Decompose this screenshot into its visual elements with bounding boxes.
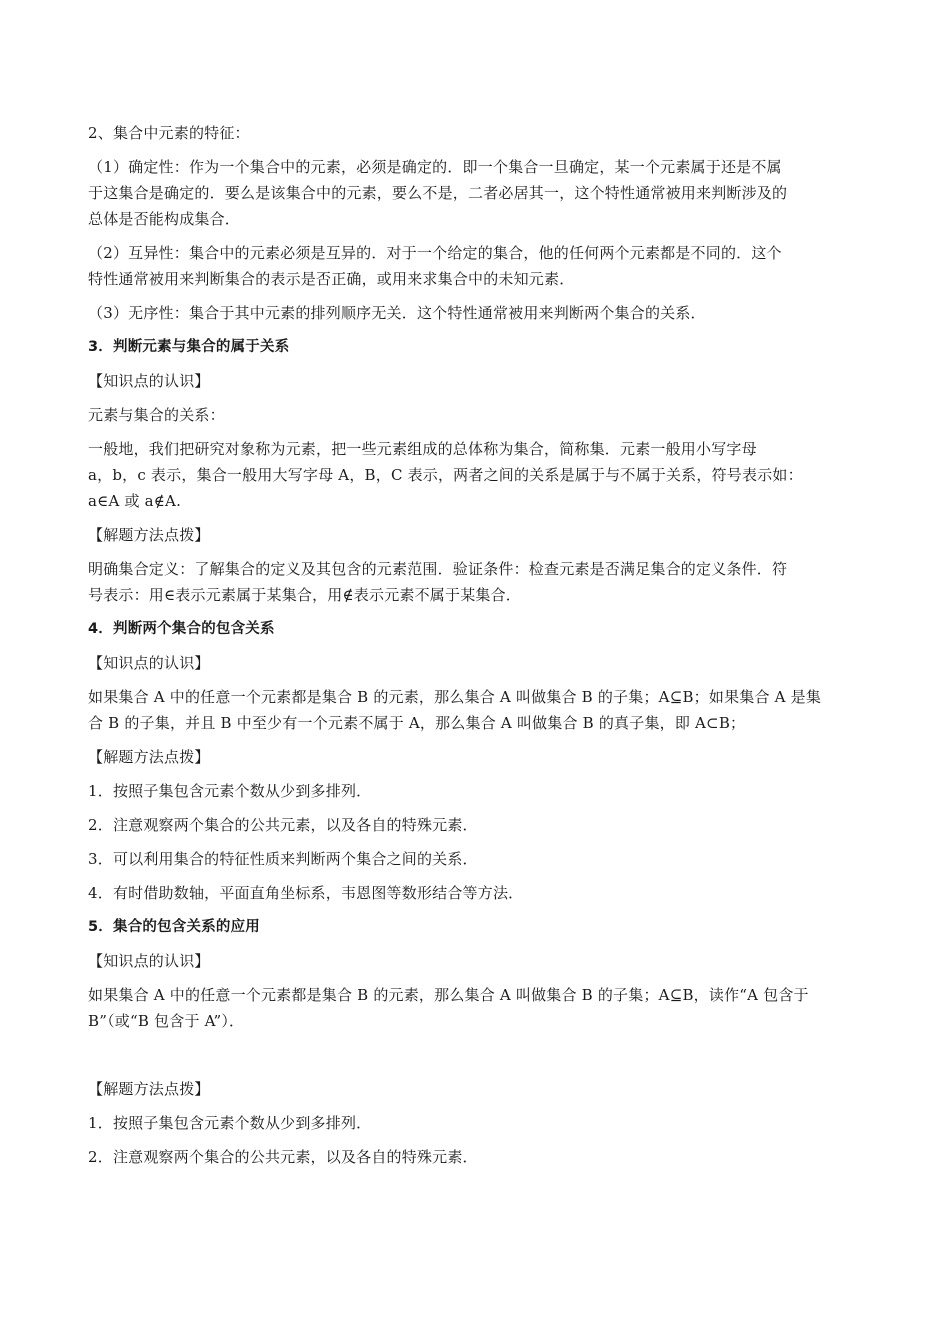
text-line: 元素与集合的关系： bbox=[88, 406, 225, 424]
text-line: 5．集合的包含关系的应用 bbox=[88, 919, 260, 935]
section-heading bbox=[88, 914, 864, 940]
text-line: 【知识点的认识】 bbox=[88, 372, 210, 390]
text-line: a，b，c 表示，集合一般用大写字母 A，B，C 表示，两者之间的关系是属于与不属于关系，符号表示如： bbox=[88, 466, 803, 484]
paragraph bbox=[88, 522, 864, 548]
paragraph bbox=[88, 436, 864, 514]
text-line: 如果集合 A 中的任意一个元素都是集合 B 的元素，那么集合 A 叫做集合 B 的子集；A⊆B；如果集合 A 是集 bbox=[88, 688, 822, 706]
text-line: （1）确定性：作为一个集合中的元素，必须是确定的．即一个集合一旦确定，某一个元素属于还是不属 bbox=[88, 158, 782, 176]
paragraph bbox=[88, 650, 864, 676]
paragraph bbox=[88, 1076, 864, 1102]
text-line: 【解题方法点拨】 bbox=[88, 526, 210, 544]
text-line: 如果集合 A 中的任意一个元素都是集合 B 的元素，那么集合 A 叫做集合 B 的子集；A⊆B，读作“A 包含于 bbox=[88, 986, 809, 1004]
text-line: 4．判断两个集合的包含关系 bbox=[88, 621, 275, 637]
paragraph bbox=[88, 154, 864, 232]
text-line: 于这集合是确定的．要么是该集合中的元素，要么不是，二者必居其一，这个特性通常被用来判断涉及的 bbox=[88, 184, 788, 202]
paragraph bbox=[88, 1144, 864, 1170]
text-line: 【解题方法点拨】 bbox=[88, 1080, 210, 1098]
paragraph bbox=[88, 402, 864, 428]
text-line: 合 B 的子集，并且 B 中至少有一个元素不属于 A，那么集合 A 叫做集合 B 的真子集，即 A⊂B； bbox=[88, 714, 746, 732]
paragraph bbox=[88, 982, 864, 1034]
text-line: 总体是否能构成集合． bbox=[88, 210, 241, 228]
paragraph bbox=[88, 812, 864, 838]
paragraph bbox=[88, 1110, 864, 1136]
text-line: 特性通常被用来判断集合的表示是否正确，或用来求集合中的未知元素． bbox=[88, 270, 575, 288]
text-line: 2、集合中元素的特征： bbox=[88, 124, 250, 142]
paragraph bbox=[88, 240, 864, 292]
text-line: 明确集合定义：了解集合的定义及其包含的元素范围．验证条件：检查元素是否满足集合的定义条件．符 bbox=[88, 560, 788, 578]
paragraph bbox=[88, 948, 864, 974]
paragraph bbox=[88, 744, 864, 770]
text-line: 2．注意观察两个集合的公共元素，以及各自的特殊元素． bbox=[88, 1148, 478, 1166]
text-line: 1．按照子集包含元素个数从少到多排列． bbox=[88, 782, 372, 800]
paragraph bbox=[88, 120, 864, 146]
text-line: 一般地，我们把研究对象称为元素，把一些元素组成的总体称为集合，简称集．元素一般用小写字母 bbox=[88, 440, 757, 458]
paragraph bbox=[88, 684, 864, 736]
section-heading bbox=[88, 616, 864, 642]
text-line: （2）互异性：集合中的元素必须是互异的．对于一个给定的集合，他的任何两个元素都是不同的．这个 bbox=[88, 244, 782, 262]
spacer bbox=[88, 1042, 864, 1076]
document-body bbox=[88, 120, 864, 1178]
text-line: 号表示：用∈表示元素属于某集合，用∉表示元素不属于某集合． bbox=[88, 586, 522, 604]
text-line: a∈A 或 a∉A. bbox=[88, 492, 182, 510]
paragraph bbox=[88, 300, 864, 326]
text-line: 【知识点的认识】 bbox=[88, 654, 210, 672]
text-line: 【解题方法点拨】 bbox=[88, 748, 210, 766]
paragraph bbox=[88, 880, 864, 906]
text-line: 3．判断元素与集合的属于关系 bbox=[88, 339, 290, 355]
paragraph bbox=[88, 846, 864, 872]
paragraph bbox=[88, 778, 864, 804]
text-line: 【知识点的认识】 bbox=[88, 952, 210, 970]
paragraph bbox=[88, 368, 864, 394]
section-heading bbox=[88, 334, 864, 360]
text-line: B”（或“B 包含于 A”）． bbox=[88, 1012, 245, 1030]
paragraph bbox=[88, 556, 864, 608]
text-line: 2．注意观察两个集合的公共元素，以及各自的特殊元素． bbox=[88, 816, 478, 834]
text-line: 4．有时借助数轴，平面直角坐标系，韦恩图等数形结合等方法． bbox=[88, 884, 524, 902]
text-line: （3）无序性：集合于其中元素的排列顺序无关．这个特性通常被用来判断两个集合的关系． bbox=[88, 304, 706, 322]
text-line: 3．可以利用集合的特征性质来判断两个集合之间的关系． bbox=[88, 850, 478, 868]
text-line: 1．按照子集包含元素个数从少到多排列． bbox=[88, 1114, 372, 1132]
